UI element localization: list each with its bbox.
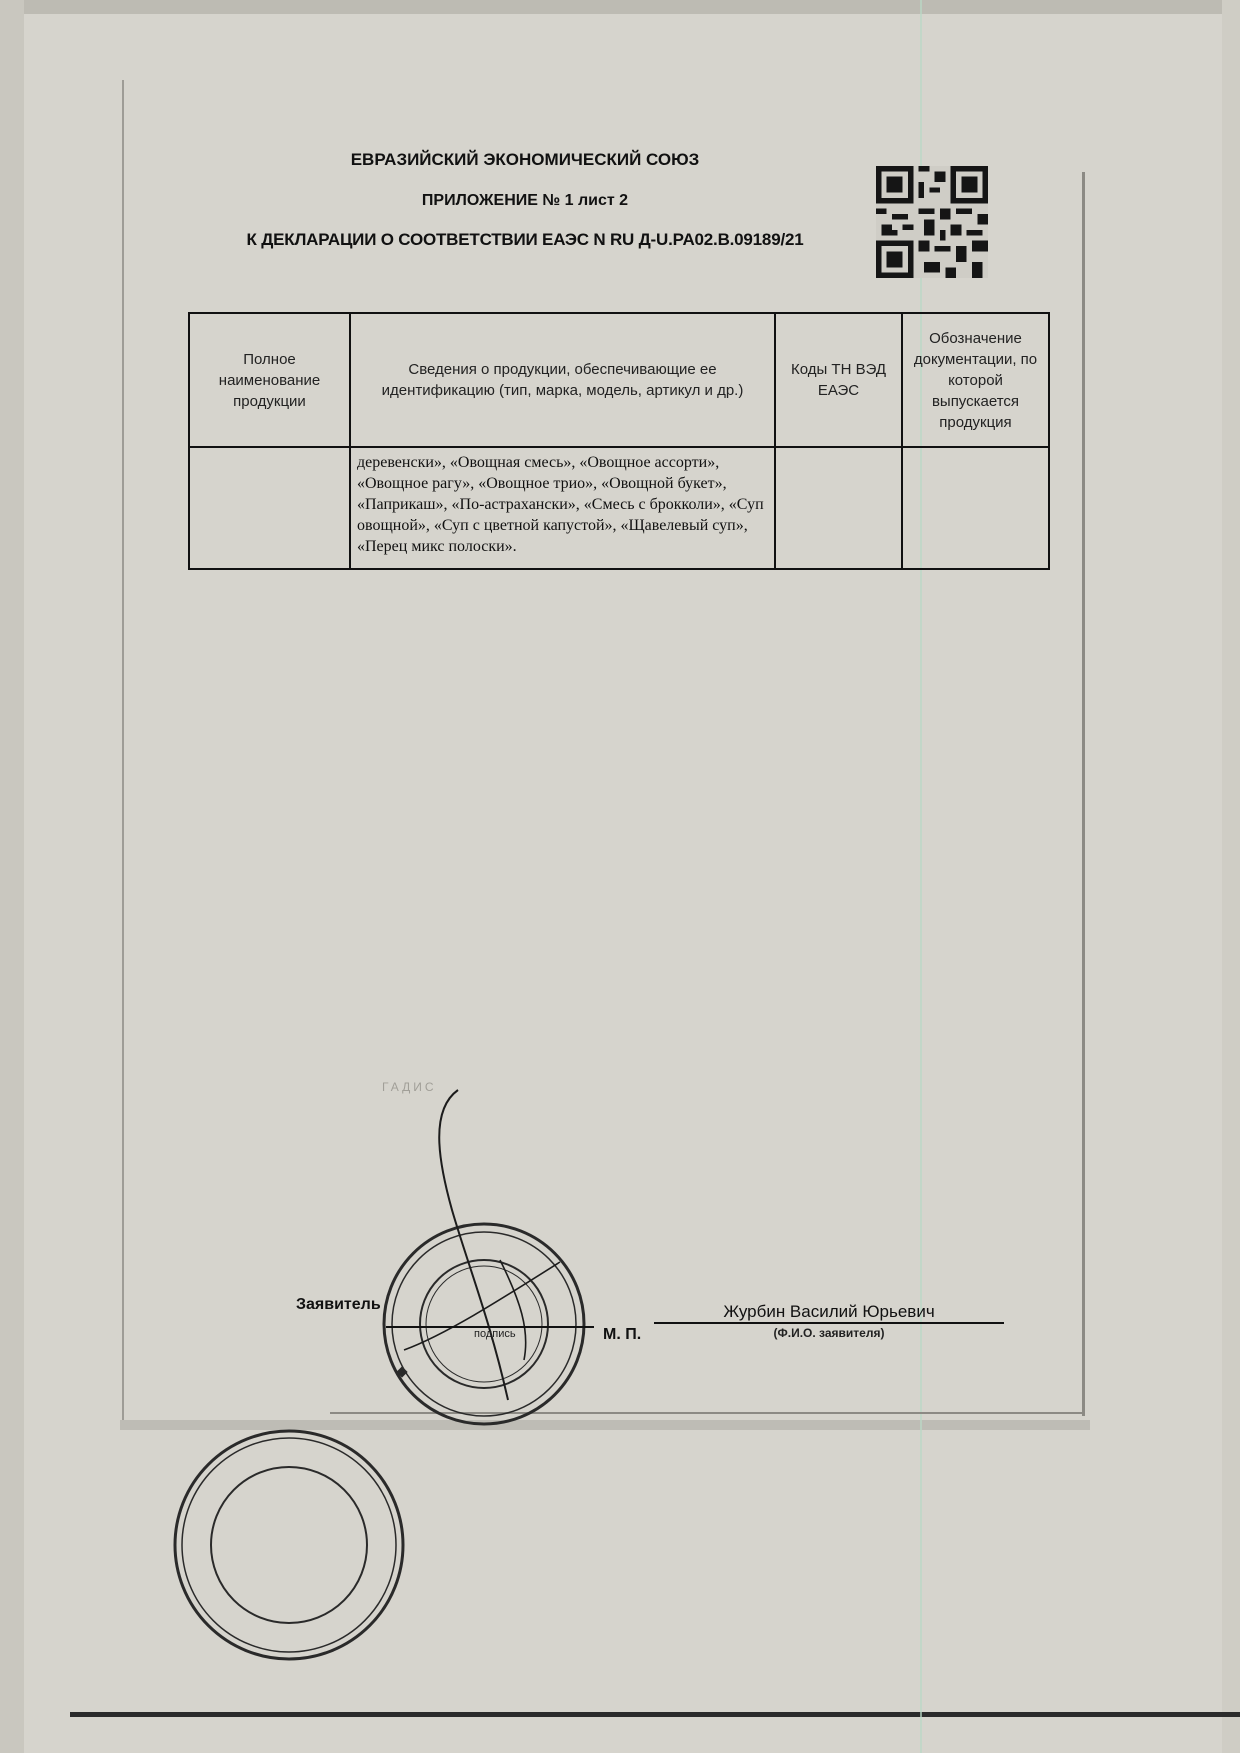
scan-edge-left	[0, 0, 24, 1753]
seal-place-label: М. П.	[603, 1326, 642, 1343]
cell-documentation	[902, 447, 1049, 569]
table-header-row	[189, 313, 1049, 447]
round-seal-icon	[170, 1426, 408, 1664]
cell-product-name	[189, 447, 350, 569]
signature-caption: подпись	[474, 1328, 516, 1340]
table-row	[189, 447, 1049, 569]
cell-codes	[775, 447, 902, 569]
column-header-product-name: Полное наименование продукции	[189, 313, 350, 447]
scan-edge-right	[1222, 0, 1240, 1753]
scan-edge-bottom	[70, 1712, 1240, 1717]
declaration-title: К ДЕКЛАРАЦИИ О СООТВЕТСТВИИ ЕАЭС N RU Д-U.PA02.B.09189/21	[246, 230, 804, 249]
page-frame-left	[122, 80, 124, 1420]
column-header-documentation: Обозначение документации, по которой выпускается продукция	[902, 313, 1049, 447]
union-title: ЕВРАЗИЙСКИЙ ЭКОНОМИЧЕСКИЙ СОЮЗ	[350, 150, 700, 169]
column-header-product-info: Сведения о продукции, обеспечивающие ее идентификацию (тип, марка, модель, артикул и др.)	[350, 313, 775, 447]
scan-edge-top	[0, 0, 1240, 14]
cell-product-info: деревенски», «Овощная смесь», «Овощное ассорти», «Овощное рагу», «Овощное трио», «Овощной букет», «Паприкаш», «По-астрахански», «Смесь с брокколи», «Суп овощной», «Суп с цветной капустой», «Щавелевый суп», «Перец микс полоски».	[350, 447, 775, 569]
qr-code-icon	[876, 166, 988, 278]
column-header-codes: Коды ТН ВЭД ЕАЭС	[775, 313, 902, 447]
name-caption: (Ф.И.О. заявителя)	[773, 1326, 885, 1340]
round-seal-icon	[378, 1218, 590, 1430]
applicant-label: Заявитель	[296, 1296, 381, 1313]
declaration-table	[188, 312, 1050, 570]
applicant-name: Журбин Василий Юрьевич	[723, 1302, 935, 1321]
page-frame-right	[1082, 172, 1085, 1416]
faint-imprint: ГАДИС	[382, 1080, 437, 1094]
appendix-title: ПРИЛОЖЕНИЕ № 1 лист 2	[421, 192, 629, 209]
name-line	[654, 1322, 1004, 1324]
